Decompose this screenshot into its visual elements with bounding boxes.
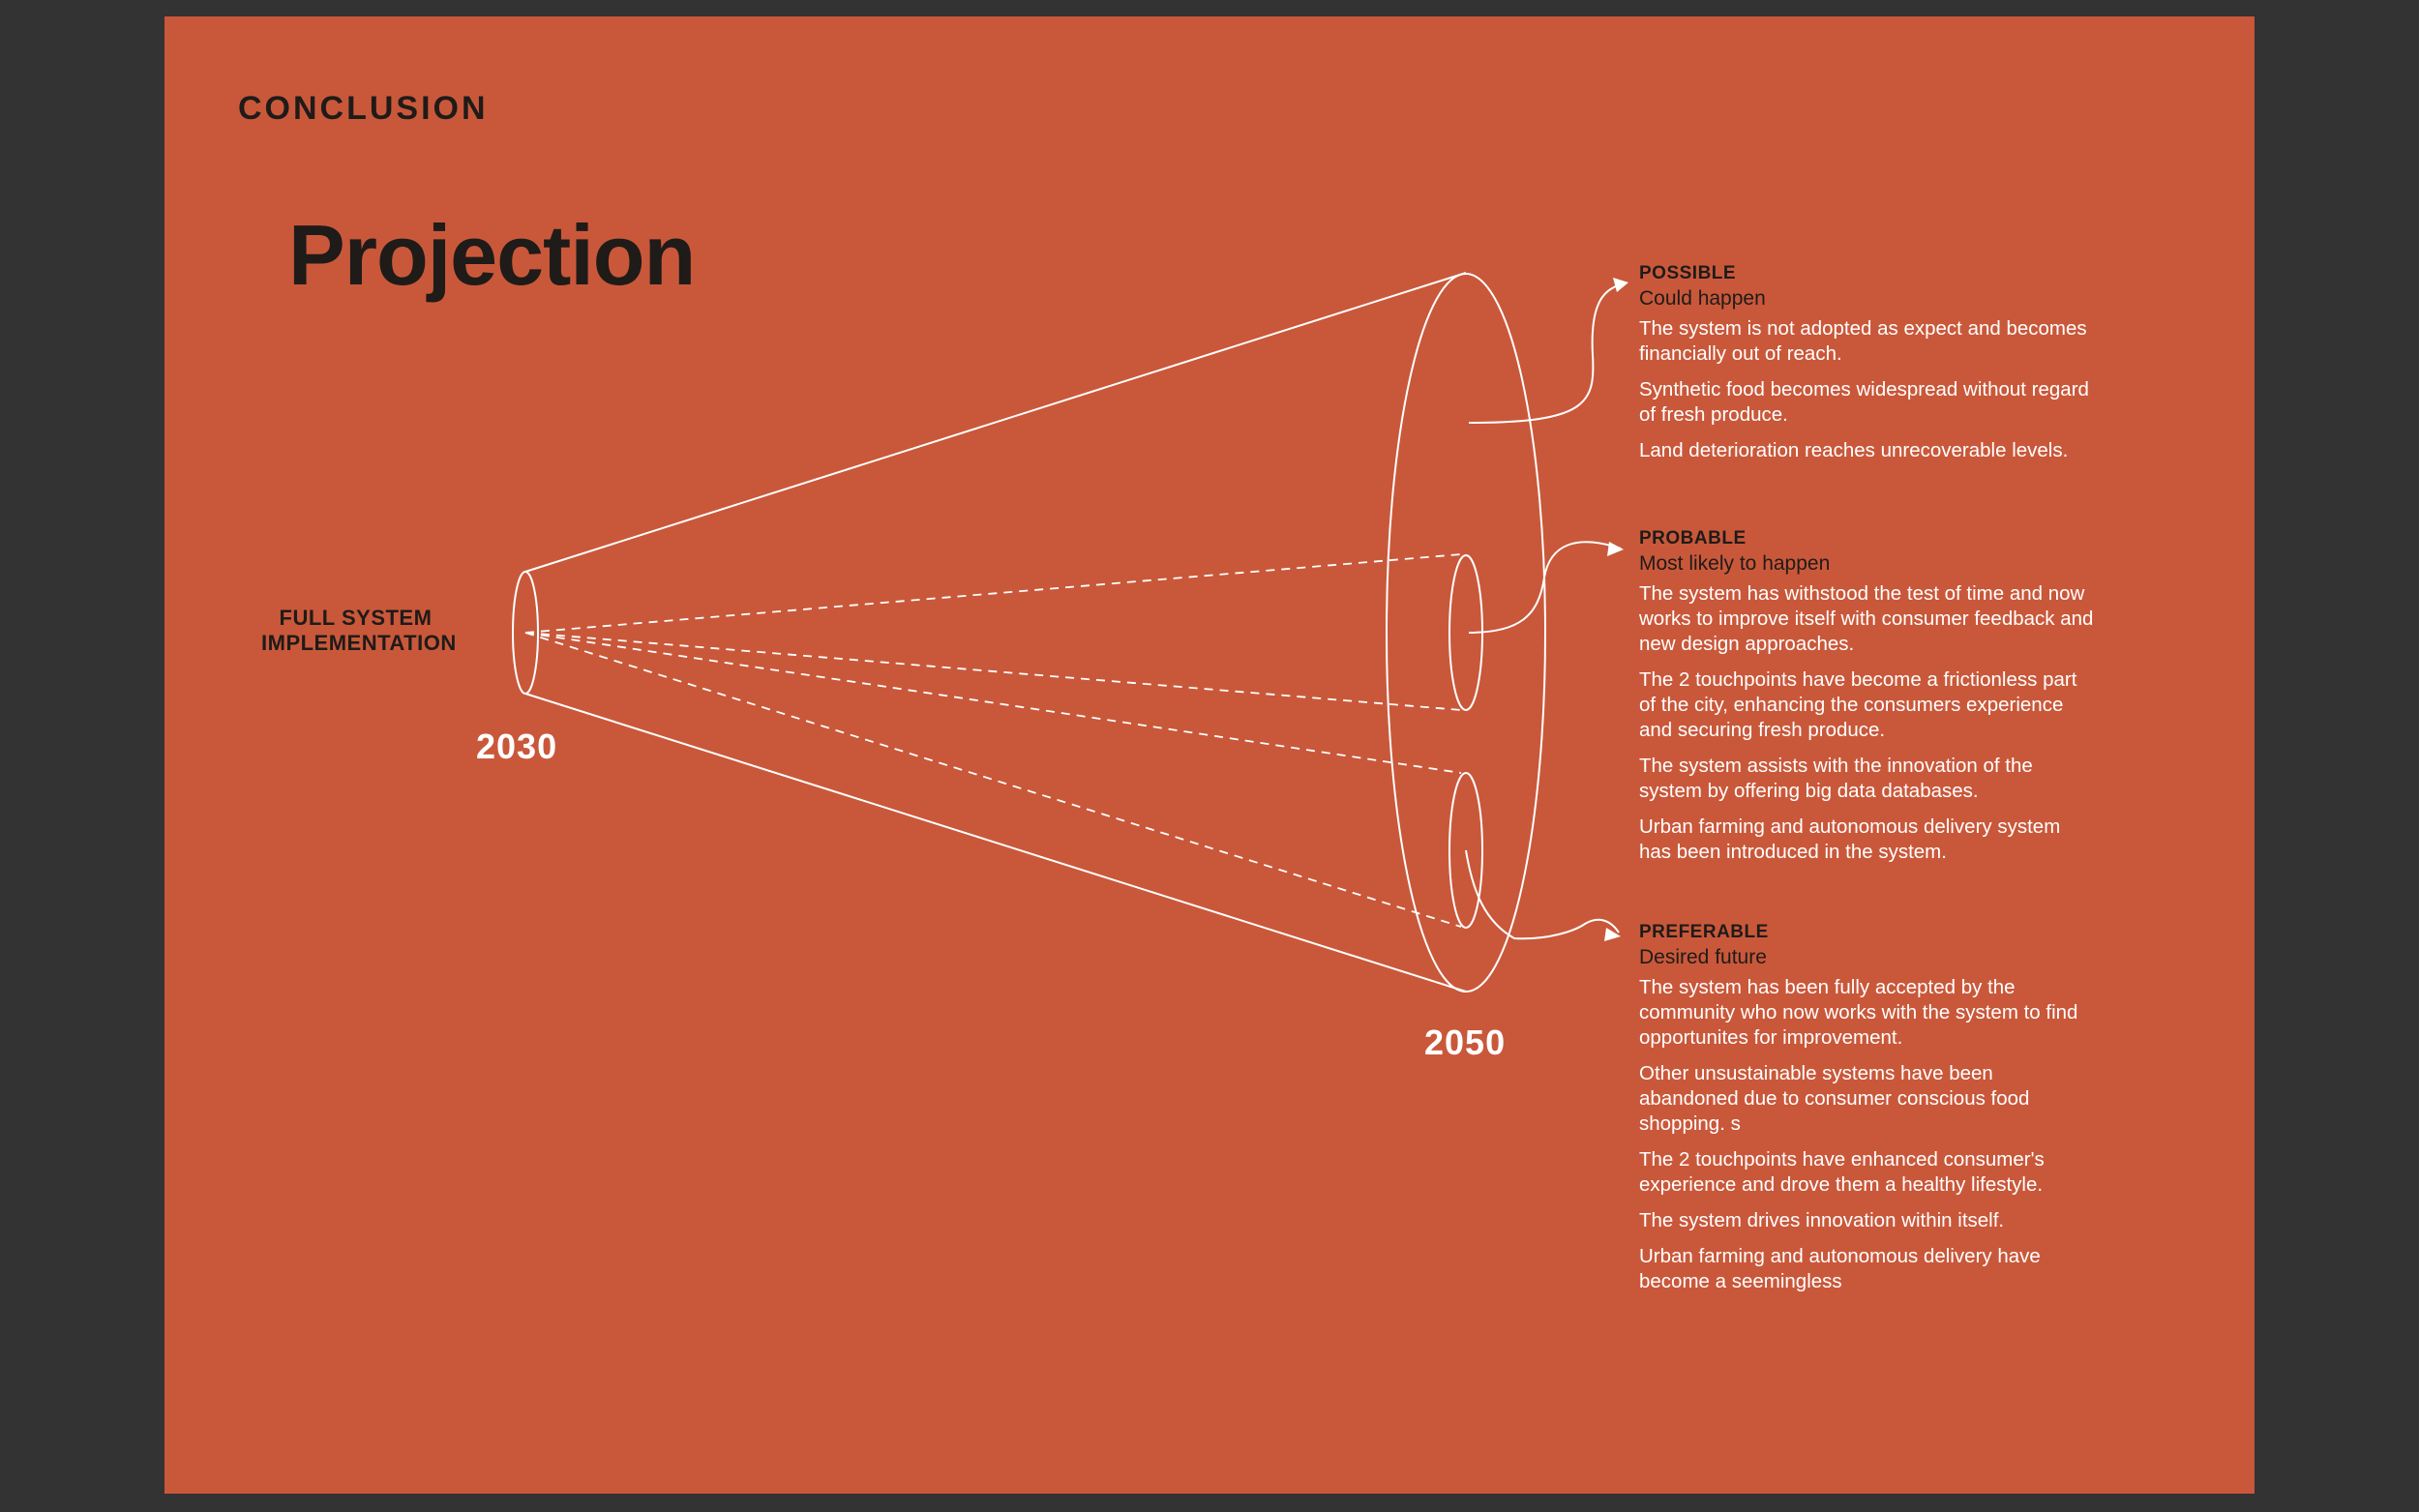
projection-lines	[525, 554, 1461, 927]
scenario-subheading: Desired future	[1639, 946, 1767, 968]
start-year: 2030	[476, 726, 558, 766]
scenario-preferable	[1639, 921, 2094, 1305]
scenario-point: Urban farming and autonomous delivery system has been introduced in the system.	[1639, 815, 2061, 863]
cone-bottom-edge	[525, 694, 1466, 992]
dash-preferable-top	[525, 633, 1461, 773]
start-label	[261, 606, 457, 656]
scenario-point: Land deterioration reaches unrecoverable levels.	[1639, 439, 2069, 461]
scenario-point: Urban farming and autonomous delivery have become a seemingless	[1639, 1245, 2041, 1292]
scenario-point: The 2 touchpoints have become a frictionless part of the city, enhancing the consumers experience and securing fresh produce.	[1639, 668, 2077, 741]
page-title: Projection	[288, 207, 696, 303]
scenario-possible	[1639, 262, 2094, 474]
scenario-point: The system has withstood the test of time and now works to improve itself with consumer feedback and new design approaches.	[1639, 582, 2094, 655]
dash-probable-top	[525, 554, 1461, 633]
dash-probable-bottom	[525, 633, 1461, 710]
cone-top-edge	[525, 273, 1466, 572]
scenario-point: The system drives innovation within itself.	[1639, 1209, 2005, 1231]
scenario-probable	[1639, 527, 2094, 875]
scenario-subheading: Most likely to happen	[1639, 552, 1831, 575]
probable-arrowhead	[1607, 542, 1624, 556]
slide	[164, 16, 2255, 1494]
preferable-arrowhead	[1604, 928, 1621, 941]
scenario-point: Other unsustainable systems have been abandoned due to consumer conscious food shopping. s	[1639, 1062, 2030, 1135]
scenario-heading: PROBABLE	[1639, 528, 1747, 548]
possible-arrowhead	[1613, 278, 1628, 292]
scenario-point: Synthetic food becomes widespread without regard of fresh produce.	[1639, 378, 2089, 426]
scenario-subheading: Could happen	[1639, 287, 1766, 310]
section-label: CONCLUSION	[238, 90, 489, 127]
scenario-heading: PREFERABLE	[1639, 922, 1769, 942]
scenario-point: The system has been fully accepted by the community who now works with the system to find opportunites for improvement.	[1639, 976, 2078, 1049]
scenario-point: The 2 touchpoints have enhanced consumer's experience and drove them a healthy lifestyle.	[1639, 1148, 2045, 1196]
start-label-line1: FULL SYSTEM	[279, 606, 433, 630]
end-year: 2050	[1424, 1023, 1507, 1062]
scenario-heading: POSSIBLE	[1639, 263, 1737, 283]
scenario-point: The system assists with the innovation of the system by offering big data databases.	[1639, 755, 2033, 802]
preferable-callout-line	[1466, 850, 1619, 938]
end-ellipse	[1387, 274, 1545, 992]
dash-preferable-bottom	[525, 633, 1461, 927]
start-label-line2: IMPLEMENTATION	[261, 631, 457, 655]
possible-callout-line	[1469, 283, 1626, 423]
scenario-point: The system is not adopted as expect and becomes financially out of reach.	[1639, 317, 2087, 365]
